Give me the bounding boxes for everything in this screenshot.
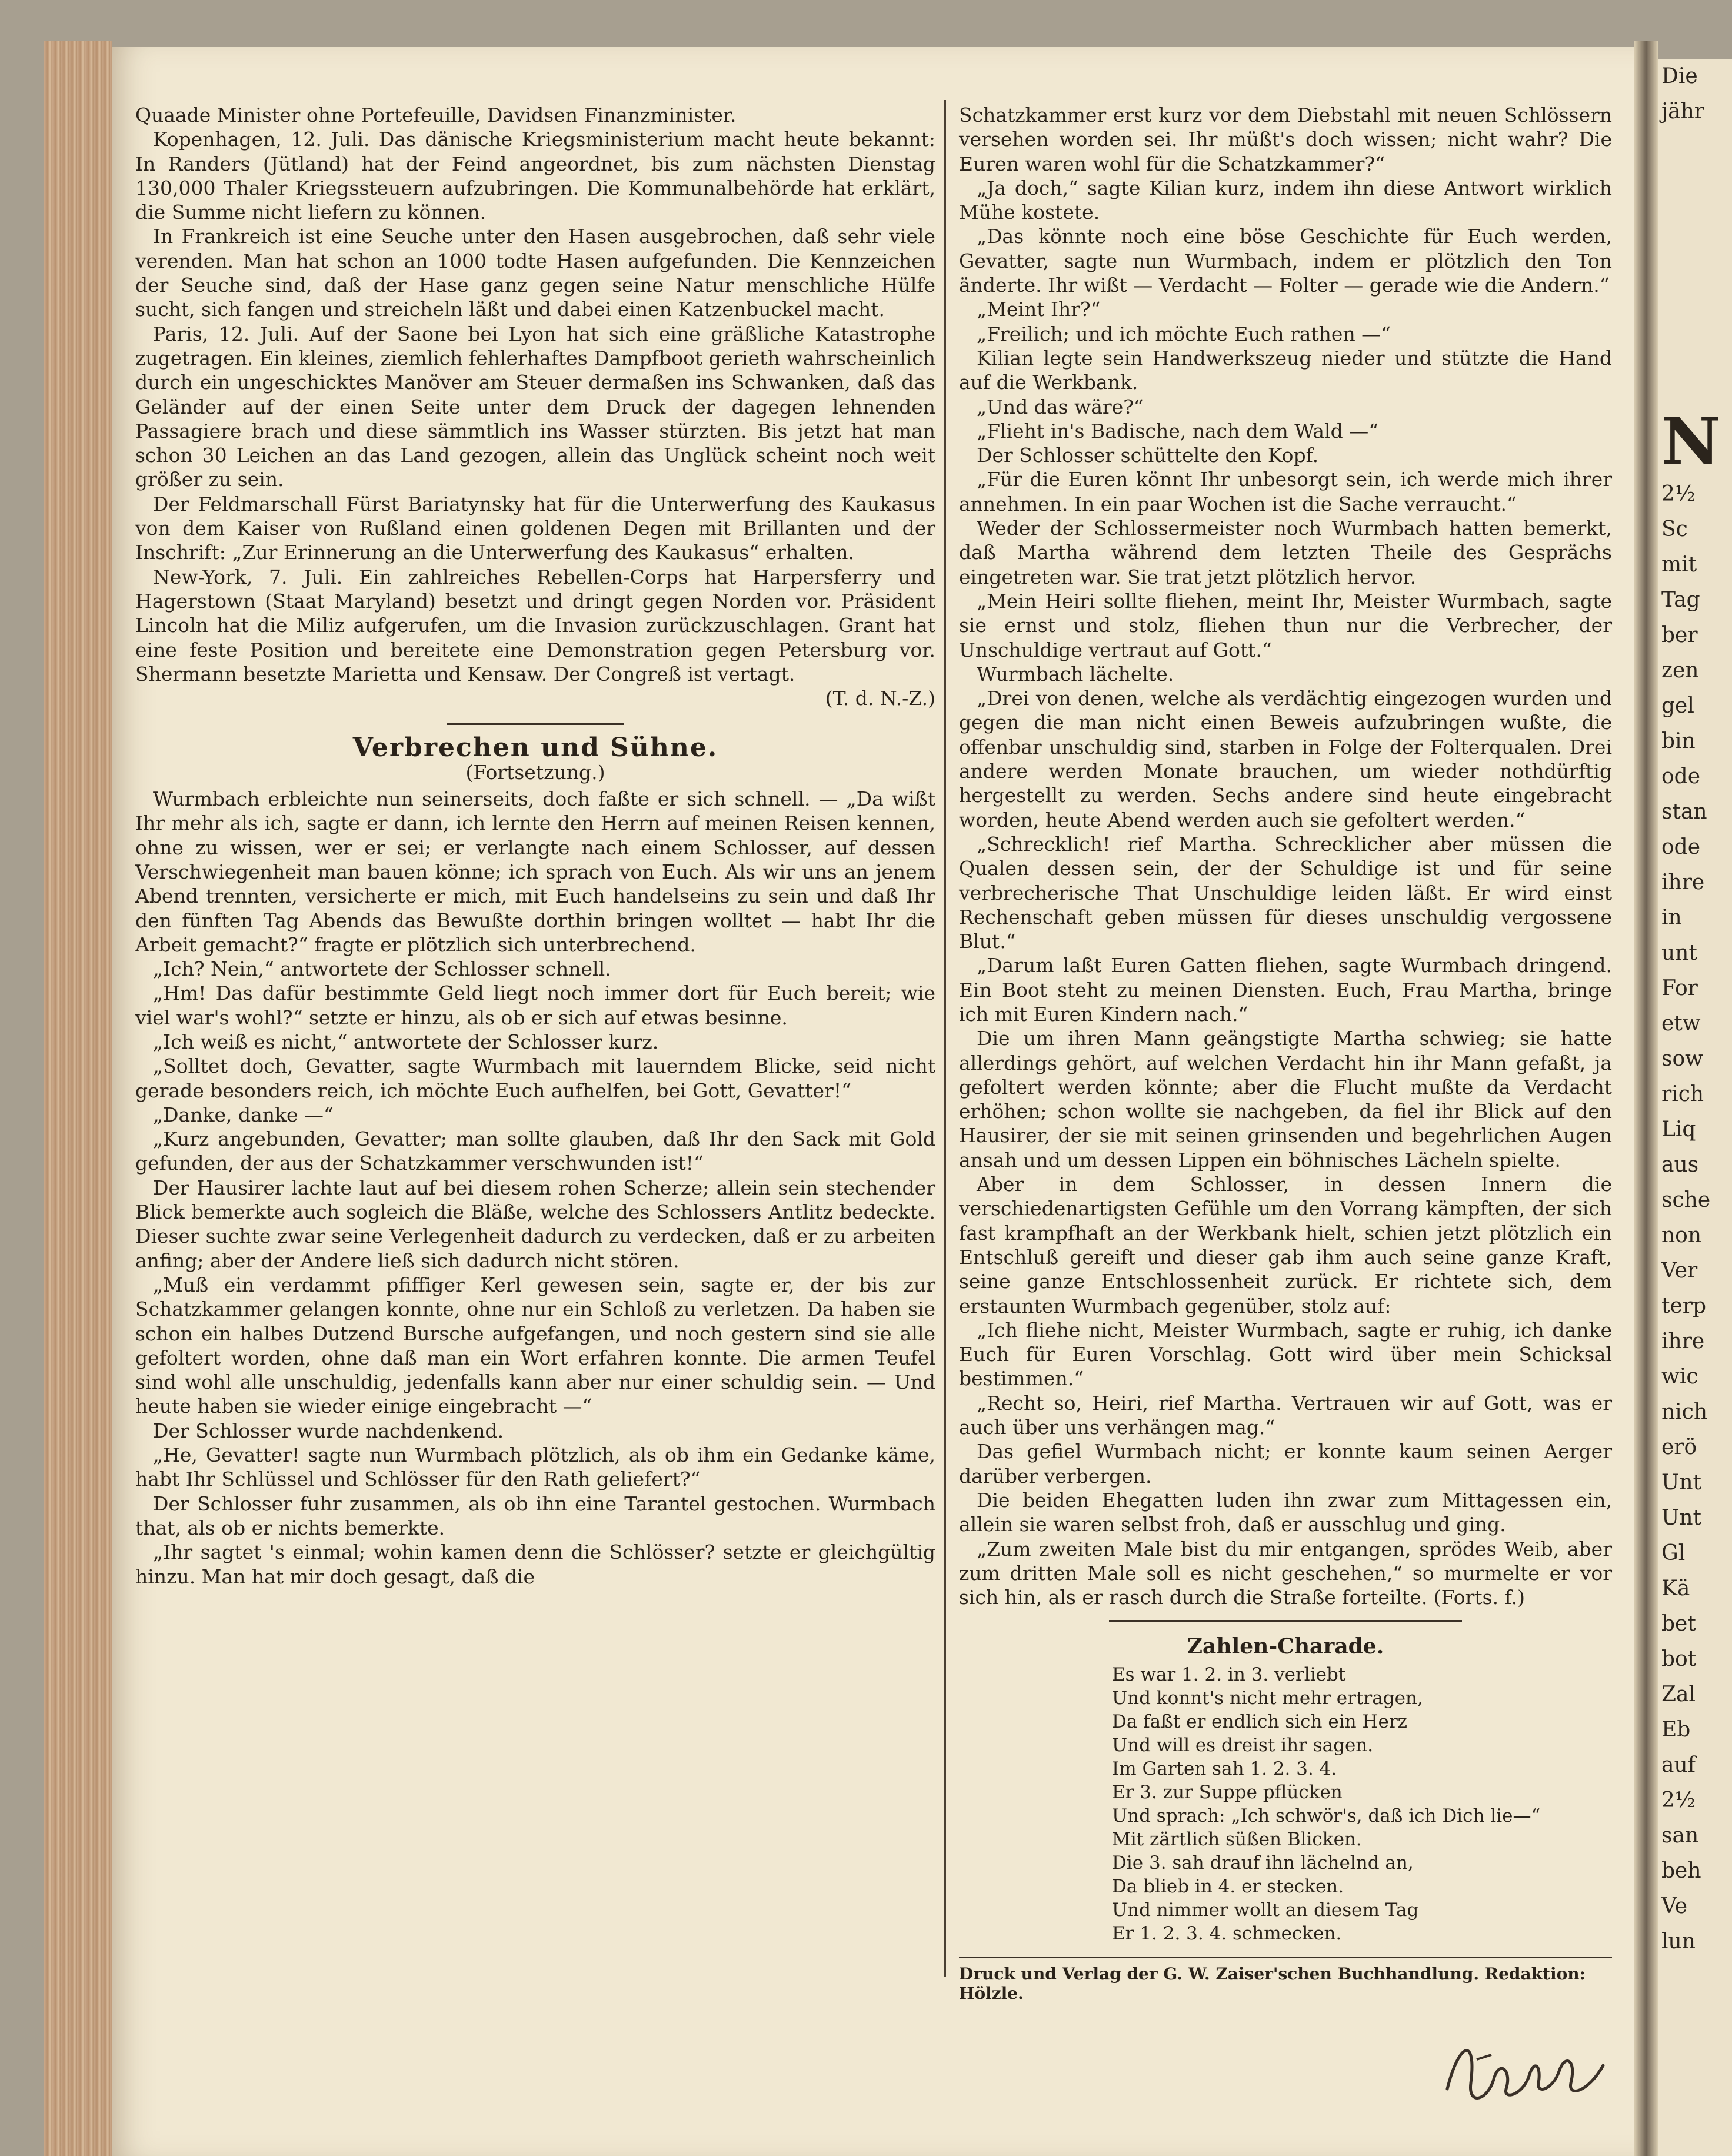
facing-page-text: ihre bbox=[1661, 870, 1705, 894]
facing-page-text: san bbox=[1661, 1824, 1699, 1848]
news-paragraph: Paris, 12. Juli. Auf der Saone bei Lyon hat sich eine gräßliche Katastrophe zugetragen. Ein kleines, ziemlich fehlerhaftes Dampfboot gerieth wahrscheinlich durch ein ungeschicktes Manöver am Steuer dermaßen ins Schwanken, daß das Geländer auf der einen Seite unter dem Druck der dagegen lehnenden Passagiere brach und diese sämmtlich ins Wasser stürzten. Bis jetzt hat man schon 30 Leichen an das Land gezogen, allein das Unglück scheint noch weit größer zu sein. bbox=[135, 322, 935, 491]
story-paragraph: Der Schlosser wurde nachdenkend. bbox=[153, 1419, 504, 1442]
facing-page-text: lun bbox=[1661, 1929, 1696, 1954]
facing-page-text: wic bbox=[1661, 1365, 1698, 1389]
charade-line: Er 1. 2. 3. 4. schmecken. bbox=[1112, 1922, 1342, 1944]
story-paragraph: Aber in dem Schlosser, in dessen Innern die verschiedenartigsten Gefühle um den Vorrang kämpften, der sich fast krampfhaft an der Werkbank hielt, schien jetzt plötzlich ein Entschluß gereift und dieser gab ihm auch seine ganze Kraft, seine ganze Entschlossenheit zurück. Er richtete sich, dem erstaunten Wurmbach gegenüber, stolz auf: bbox=[959, 1173, 1612, 1317]
handwritten-signature bbox=[1435, 2018, 1612, 2118]
facing-page-text: zen bbox=[1661, 658, 1699, 683]
facing-page-text: Ver bbox=[1661, 1259, 1698, 1283]
story-paragraph: „Recht so, Heiri, rief Martha. Vertrauen wir auf Gott, was er auch über uns verhängen mag.“ bbox=[959, 1391, 1612, 1439]
story-paragraph: „Mein Heiri sollte fliehen, meint Ihr, Meister Wurmbach, sagte sie ernst und stolz, fliehen thun nur die Verbrecher, der Unschuldige vertraut auf Gott.“ bbox=[959, 589, 1612, 661]
section-divider bbox=[1109, 1620, 1462, 1622]
facing-page-fragment bbox=[1658, 59, 1732, 2156]
facing-page-text: Sc bbox=[1661, 517, 1688, 541]
story-paragraph: Der Hausirer lachte laut auf bei diesem rohen Scherze; allein sein stechender Blick bemerkte auch sogleich die Bläße, welche des Schlossers Antlitz bedeckte. Dieser suchte zwar seine Verlegenheit dadurch zu verdecken, daß er zu arbeiten anfing; aber der Andere ließ sich dadurch nicht stören. bbox=[135, 1176, 935, 1272]
charade-line: Er 3. zur Suppe pflücken bbox=[1112, 1781, 1343, 1803]
news-paragraph: Quaade Minister ohne Portefeuille, Davidsen Finanzminister. bbox=[135, 104, 737, 127]
story-paragraph: „Ja doch,“ sagte Kilian kurz, indem ihn diese Antwort wirklich Mühe kostete. bbox=[959, 176, 1612, 224]
facing-page-text: 2½ bbox=[1661, 1788, 1696, 1812]
story-paragraph: „Danke, danke —“ bbox=[153, 1103, 334, 1126]
facing-page-text: ode bbox=[1661, 764, 1701, 788]
story-paragraph: „Meint Ihr?“ bbox=[977, 298, 1101, 321]
charade-title: Zahlen-Charade. bbox=[1187, 1634, 1384, 1659]
story-subtitle: (Fortsetzung.) bbox=[465, 760, 605, 784]
facing-page-text: non bbox=[1661, 1223, 1702, 1247]
story-paragraph: „Ich? Nein,“ antwortete der Schlosser schnell. bbox=[153, 957, 611, 981]
facing-page-text: aus bbox=[1661, 1153, 1699, 1177]
news-paragraph: In Frankreich ist eine Seuche unter den Hasen ausgebrochen, daß sehr viele verenden. Man hat schon an 1000 todte Hasen aufgefunden. Die Kennzeichen der Seuche sind, daß der Hase ganz gegen seine Natur menschliche Hülfe sucht, sich fangen und streicheln läßt und dabei einen Katzenbuckel macht. bbox=[135, 225, 935, 321]
story-paragraph: „Zum zweiten Male bist du mir entgangen, sprödes Weib, aber zum dritten Male soll es nicht geschehen,“ so murmelte er vor sich hin, als er rasch durch die Straße forteilte. (Forts. f.) bbox=[959, 1537, 1612, 1609]
story-paragraph: „He, Gevatter! sagte nun Wurmbach plötzlich, als ob ihm ein Gedanke käme, habt Ihr Schlüssel und Schlösser für den Rath geliefert?“ bbox=[135, 1443, 935, 1491]
story-paragraph: Wurmbach lächelte. bbox=[977, 662, 1174, 686]
facing-page-text: Eb bbox=[1661, 1718, 1691, 1742]
charade-poem bbox=[1112, 1663, 1612, 1945]
facing-page-text: ode bbox=[1661, 835, 1701, 859]
story-paragraph: Weder der Schlossermeister noch Wurmbach hatten bemerkt, daß Martha während dem letzten Theile des Gesprächs eingetreten war. Sie trat jetzt plötzlich hervor. bbox=[959, 517, 1612, 588]
facing-page-text: N bbox=[1661, 403, 1721, 479]
facing-page-text: gel bbox=[1661, 694, 1694, 718]
facing-page-text: jähr bbox=[1661, 99, 1705, 124]
story-paragraph: Der Schlosser fuhr zusammen, als ob ihn eine Tarantel gestochen. Wurmbach that, als ob er nichts bemerkte. bbox=[135, 1492, 935, 1539]
section-divider bbox=[447, 723, 624, 725]
facing-page-text: Tag bbox=[1661, 588, 1700, 612]
charade-line: Und will es dreist ihr sagen. bbox=[1112, 1734, 1374, 1756]
facing-page-text: terp bbox=[1661, 1294, 1707, 1318]
facing-page-text: etw bbox=[1661, 1012, 1701, 1036]
facing-page-text: Unt bbox=[1661, 1506, 1701, 1530]
news-paragraph: Der Feldmarschall Fürst Bariatynsky hat für die Unterwerfung des Kaukasus von dem Kaiser von Rußland einen goldenen Degen mit Brillanten und der Inschrift: „Zur Erinnerung an die Unterwerfung des Kaukasus“ erhalten. bbox=[135, 492, 935, 564]
story-paragraph: Die um ihren Mann geängstigte Martha schwieg; sie hatte allerdings gehört, auf welchen Verdacht hin ihr Mann gefaßt, ja gefoltert werden könnte; aber die Flucht mußte da Verdacht erhöhen; schon wollte sie nachgeben, da fiel ihr Blick auf den Hausirer, der sie mit seinen grinsenden und begehrlichen Augen ansah und um dessen Lippen ein böhnisches Lächeln spielte. bbox=[959, 1027, 1612, 1172]
story-paragraph: Das gefiel Wurmbach nicht; er konnte kaum seinen Aerger darüber verbergen. bbox=[959, 1440, 1612, 1488]
story-paragraph: „Ich fliehe nicht, Meister Wurmbach, sagte er ruhig, ich danke Euch für Euren Vorschlag. Gott wird über mein Schicksal bestimmen.“ bbox=[959, 1318, 1612, 1390]
news-paragraph: Kopenhagen, 12. Juli. Das dänische Kriegsministerium macht heute bekannt: In Randers (Jütland) hat der Feind angeordnet, bis zum nächsten Dienstag 130,000 Thaler Kriegssteuern aufzubringen. Die Kommunalbehörde hat erklärt, die Summe nicht liefern zu können. bbox=[135, 128, 935, 224]
story-paragraph: „Flieht in's Badische, nach dem Wald —“ bbox=[977, 419, 1379, 442]
facing-page-text: sche bbox=[1661, 1188, 1711, 1212]
story-paragraph: Die beiden Ehegatten luden ihn zwar zum Mittagessen ein, allein sie waren selbst froh, daß er ausschlug und ging. bbox=[959, 1488, 1612, 1536]
book-page-edges bbox=[44, 41, 112, 2156]
facing-page-text: For bbox=[1661, 976, 1698, 1000]
charade-line: Und konnt's nicht mehr ertragen, bbox=[1112, 1687, 1423, 1709]
facing-page-text: beh bbox=[1661, 1859, 1701, 1883]
story-paragraph: „Solltet doch, Gevatter, sagte Wurmbach mit lauerndem Blicke, seid nicht gerade besonders reich, ich möchte Euch aufhelfen, bei Gott, Gevatter!“ bbox=[135, 1054, 935, 1102]
story-paragraph: Wurmbach erbleichte nun seinerseits, doch faßte er sich schnell. — „Da wißt Ihr mehr als ich, sagte er dann, ich lernte den Herrn auf meinen Reisen kennen, ohne zu wissen, wer er sei; er verlangte nach einem Schlosser, auf dessen Verschwiegenheit man bauen könne; ich sprach von Euch. Als wir uns an jenem Abend trennten, versicherte er mich, mit Euch handelseins zu sein und daß Ihr den fünften Tag Abends das Bewußte dorthin bringen wolltet — habt Ihr die Arbeit gemacht?“ fragte er plötzlich sich unterbrechend. bbox=[135, 787, 935, 956]
story-paragraph: „Drei von denen, welche als verdächtig eingezogen wurden und gegen die man nicht einen Beweis aufzubringen wußte, die offenbar unschuldig sind, starben in Folge der Folterqualen. Drei andere werden Monate brauchen, um wieder nothdürftig hergestellt zu werden. Sechs andere sind heute eingebracht worden, heute Abend werden auch sie gefoltert werden.“ bbox=[959, 687, 1612, 831]
story-paragraph: „Muß ein verdammt pfiffiger Kerl gewesen sein, sagte er, der bis zur Schatzkammer gelangen konnte, ohne nur ein Schloß zu verletzen. Da haben sie schon ein halbes Dutzend Bursche aufgefangen, und noch gestern sind sie alle gefoltert worden, ohne daß man ein Wort erfahren konnte. Die armen Teufel sind wohl alle unschuldig, jedenfalls kann aber nur einer schuldig sein. — Und heute haben sie wieder einige eingebracht —“ bbox=[135, 1273, 935, 1418]
story-paragraph: Kilian legte sein Handwerkszeug nieder und stützte die Hand auf die Werkbank. bbox=[959, 346, 1612, 394]
facing-page-text: rich bbox=[1661, 1082, 1704, 1106]
charade-line: Die 3. sah drauf ihn lächelnd an, bbox=[1112, 1852, 1414, 1874]
charade-line: Und nimmer wollt an diesem Tag bbox=[1112, 1899, 1419, 1921]
facing-page-text: Ve bbox=[1661, 1894, 1687, 1918]
right-column bbox=[959, 103, 1612, 1945]
source-note: (T. d. N.-Z.) bbox=[825, 687, 935, 710]
facing-page-text: nich bbox=[1661, 1400, 1708, 1424]
facing-page-text: Zal bbox=[1661, 1682, 1696, 1706]
story-paragraph: „Ihr sagtet 's einmal; wohin kamen denn die Schlösser? setzte er gleichgültig hinzu. Man hat mir doch gesagt, daß die bbox=[135, 1541, 935, 1588]
facing-page-text: bot bbox=[1661, 1647, 1697, 1671]
story-paragraph: „Hm! Das dafür bestimmte Geld liegt noch immer dort für Euch bereit; wie viel war's wohl?“ setzte er hinzu, als ob er sich auf etwas besinne. bbox=[135, 981, 935, 1029]
story-continuation bbox=[959, 103, 1612, 1609]
facing-page-text: Unt bbox=[1661, 1470, 1701, 1495]
facing-page-text: bet bbox=[1661, 1612, 1696, 1636]
imprint-line: Druck und Verlag der G. W. Zaiser'schen Buchhandlung. Redaktion: Hölzle. bbox=[959, 1957, 1612, 2003]
story-paragraph: „Für die Euren könnt Ihr unbesorgt sein, ich werde mich ihrer annehmen. In ein paar Wochen ist die Sache verraucht.“ bbox=[959, 468, 1612, 515]
facing-page-text: auf bbox=[1661, 1753, 1696, 1777]
story-paragraph: „Schrecklich! rief Martha. Schrecklicher aber müssen die Qualen dessen sein, der der Schuldige ist und für seine verbrecherische That Unschuldige leiden läßt. Er wird einst Rechenschaft geben müssen für dieses unschuldig vergossene Blut.“ bbox=[959, 832, 1612, 953]
news-paragraph: New-York, 7. Juli. Ein zahlreiches Rebellen-Corps hat Harpersferry und Hagerstown (Staat Maryland) besetzt und dringt gegen Norden vor. Präsident Lincoln hat die Miliz aufgerufen, um die Invasion zurückzuschlagen. Grant hat eine feste Position und bereitete eine Demonstration gegen Petersburg vor. Shermann besetzte Marietta und Kensaw. Der Congreß ist vertagt. bbox=[135, 565, 935, 686]
story-paragraph: „Darum laßt Euren Gatten fliehen, sagte Wurmbach dringend. Ein Boot steht zu meinen Diensten. Euch, Frau Martha, bringe ich mit Euren Kindern nach.“ bbox=[959, 954, 1612, 1026]
story-paragraph: „Und das wäre?“ bbox=[977, 395, 1144, 418]
facing-page-text: erö bbox=[1661, 1435, 1697, 1459]
story-paragraph: Schatzkammer erst kurz vor dem Diebstahl mit neuen Schlössern versehen worden sei. Ihr müßt's doch wissen; nicht wahr? Die Euren waren wohl für die Schatzkammer?“ bbox=[959, 104, 1612, 175]
facing-page-text: unt bbox=[1661, 941, 1697, 965]
story-paragraph: „Das könnte noch eine böse Geschichte für Euch werden, Gevatter, sagte nun Wurmbach, indem er plötzlich den Ton änderte. Ihr wißt — Verdacht — Folter — gerade wie die Andern.“ bbox=[959, 225, 1612, 297]
facing-page-text: Die bbox=[1661, 64, 1698, 88]
charade-line: Und sprach: „Ich schwör's, daß ich Dich lie—“ bbox=[1112, 1805, 1541, 1826]
left-column bbox=[135, 103, 935, 1589]
charade-line: Da faßt er endlich sich ein Herz bbox=[1112, 1711, 1407, 1732]
charade-line: Es war 1. 2. in 3. verliebt bbox=[1112, 1663, 1346, 1685]
story-paragraph: Der Schlosser schüttelte den Kopf. bbox=[977, 444, 1319, 467]
story-title: Verbrechen und Sühne. bbox=[352, 733, 718, 763]
charade-line: Im Garten sah 1. 2. 3. 4. bbox=[1112, 1758, 1337, 1779]
facing-page-text: Kä bbox=[1661, 1576, 1690, 1601]
story-body bbox=[135, 787, 935, 1589]
book-gutter bbox=[1634, 41, 1658, 2156]
story-paragraph: „Ich weiß es nicht,“ antwortete der Schlosser kurz. bbox=[153, 1030, 659, 1053]
charade-line: Mit zärtlich süßen Blicken. bbox=[1112, 1828, 1362, 1850]
story-paragraph: „Kurz angebunden, Gevatter; man sollte glauben, daß Ihr den Sack mit Gold gefunden, der aus der Schatzkammer verschwunden ist!“ bbox=[135, 1127, 935, 1175]
facing-page-text: Gl bbox=[1661, 1541, 1686, 1565]
facing-page-text: mit bbox=[1661, 553, 1697, 577]
facing-page-text: bin bbox=[1661, 729, 1696, 753]
facing-page-text: sow bbox=[1661, 1047, 1703, 1071]
story-paragraph: „Freilich; und ich möchte Euch rathen —“ bbox=[977, 322, 1391, 345]
facing-page-text: stan bbox=[1661, 800, 1707, 824]
facing-page-text: in bbox=[1661, 906, 1682, 930]
facing-page-text: Liq bbox=[1661, 1117, 1696, 1142]
column-divider bbox=[944, 100, 946, 1977]
charade-line: Da blieb in 4. er stecken. bbox=[1112, 1875, 1344, 1897]
facing-page-text: ihre bbox=[1661, 1329, 1705, 1353]
facing-page-text: ber bbox=[1661, 623, 1698, 647]
facing-page-text: 2½ bbox=[1661, 482, 1696, 506]
